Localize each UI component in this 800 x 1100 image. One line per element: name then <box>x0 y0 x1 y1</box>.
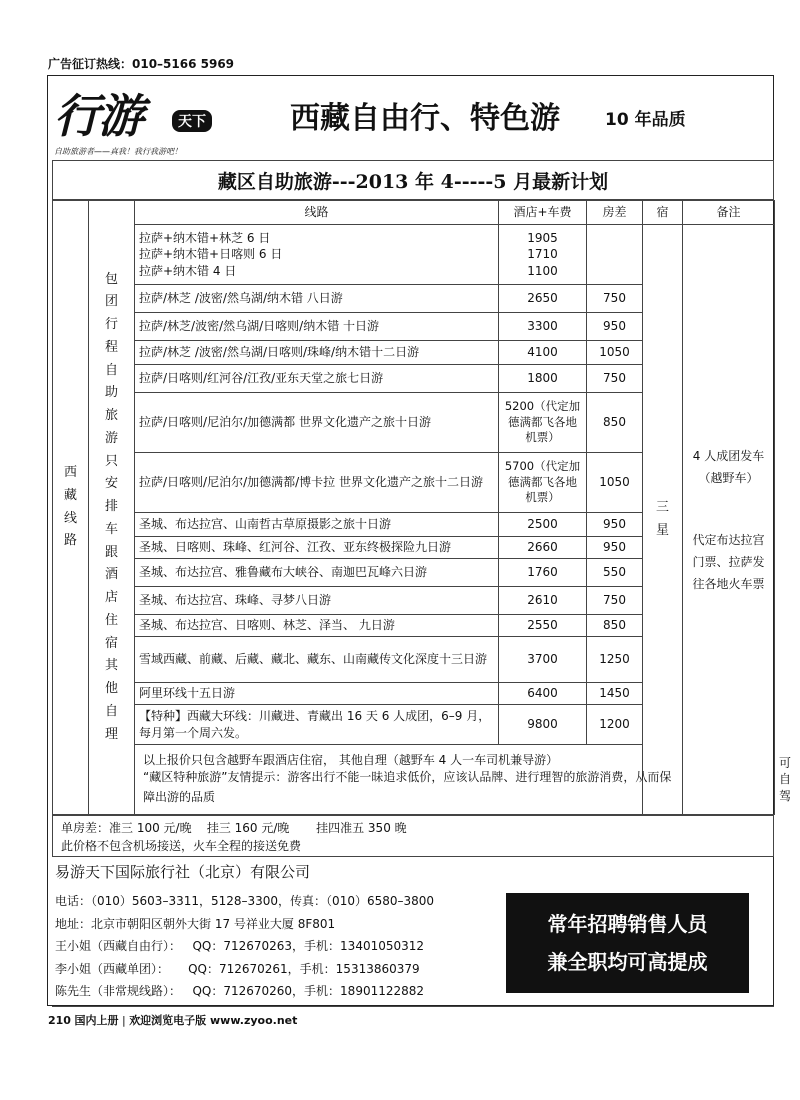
col-header-star: 宿 <box>643 201 683 225</box>
company-name: 易游天下国际旅行社（北京）有限公司 <box>55 863 311 881</box>
service-label: 包团行程自助旅游只安排车跟酒店住宿其他自理 <box>104 271 118 742</box>
plan-title: 藏区自助旅游---2013 年 4-----5 月最新计划 <box>52 160 774 200</box>
diff-cell: 950 <box>587 537 643 559</box>
diff-cell: 1450 <box>587 683 643 705</box>
route-cell: 拉萨/林芝 /波密/然乌湖/日喀则/珠峰/纳木错十二日游 <box>135 341 499 365</box>
route-line: 拉萨+纳木错+日喀则 6 日 <box>139 247 283 262</box>
route-cell: 雪域西藏、前藏、后藏、藏北、藏东、山南藏传文化深度十三日游 <box>135 637 499 683</box>
route-cell: 拉萨/林芝/波密/然乌湖/日喀则/纳木错 十日游 <box>135 313 499 341</box>
diff-cell: 950 <box>587 313 643 341</box>
route-cell: 圣城、日喀则、珠峰、红河谷、江孜、亚东终极探险九日游 <box>135 537 499 559</box>
logo-badge: 天下 <box>172 110 212 132</box>
route-cell: 圣城、布达拉宫、山南哲古草原摄影之旅十日游 <box>135 513 499 537</box>
service-cell <box>89 201 135 815</box>
route-cell: 圣城、布达拉宫、日喀则、林芝、泽当、 九日游 <box>135 615 499 637</box>
notes-row: 以上报价只包含越野车跟酒店住宿， 其他自理（越野车 4 人一车司机兼导游） “藏区特种旅游”友情提示：游客出行不能一昧追求低价，应该认品牌、进行理智的旅游消费，从而保障出游的品质 可自驾 <box>53 745 775 815</box>
remark-tickets: 代定布达拉宫门票、拉萨发往各地火车票 <box>692 532 765 591</box>
ad-hotline: 广告征订热线：010–5166 5969 <box>48 57 235 71</box>
route-cell: 拉萨/林芝 /波密/然乌湖/纳木错 八日游 <box>135 285 499 313</box>
price-cell: 1760 <box>499 559 587 587</box>
notes-line2: “藏区特种旅游”友情提示：游客出行不能一昧追求低价，应该认品牌、进行理智的旅游消费，从而保障出游的品质 <box>143 770 672 804</box>
star-label: 三星 <box>655 499 669 538</box>
price-cell: 5200（代定加德满都飞各地机票） <box>499 393 587 453</box>
diff-cell: 750 <box>587 365 643 393</box>
price-notes-line2: 此价格不包含机场接送，火车全程的接送免费 <box>61 839 302 853</box>
diff-cell: 1200 <box>587 705 643 745</box>
contact-info <box>55 890 434 1003</box>
diff-cell: 750 <box>587 285 643 313</box>
diff-cell: 850 <box>587 393 643 453</box>
route-cell: 拉萨/日喀则/尼泊尔/加德满都 世界文化遗产之旅十日游 <box>135 393 499 453</box>
recruit-line2: 兼全职均可高提成 <box>547 950 708 974</box>
price-cell: 4100 <box>499 341 587 365</box>
col-header-price: 酒店+车费 <box>499 201 587 225</box>
page-number: 210 <box>48 1014 71 1027</box>
recruit-banner <box>506 893 749 993</box>
footer-separator: | <box>121 1014 126 1027</box>
route-cell: 圣城、布达拉宫、雅鲁藏布大峡谷、南迦巴瓦峰六日游 <box>135 559 499 587</box>
footer-section: 国内上册 <box>74 1014 119 1027</box>
diff-cell: 1050 <box>587 453 643 513</box>
footer-divider <box>52 1006 774 1007</box>
route-cell: 阿里环线十五日游 <box>135 683 499 705</box>
contact-address: 地址：北京市朝阳区朝外大街 17 号祥业大厦 8F801 <box>55 916 336 931</box>
contact-person: 陈先生（非常规线路）： QQ：712670260，手机：18901122882 <box>55 984 425 998</box>
logo-slogan: 自助旅游者——真我！我行我游吧！ <box>54 147 182 156</box>
price-line: 1100 <box>527 263 558 278</box>
price-cell: 2650 <box>499 285 587 313</box>
price-cell <box>499 225 587 285</box>
quality-tag: 10 年品质 <box>605 110 686 130</box>
price-cell: 3300 <box>499 313 587 341</box>
price-cell: 2610 <box>499 587 587 615</box>
contact-person: 李小姐（西藏单团）： QQ：712670261，手机：15313860379 <box>55 961 420 976</box>
notes-cell <box>135 745 683 815</box>
brand-logo <box>52 80 227 160</box>
diff-cell: 550 <box>587 559 643 587</box>
price-notes-line1: 单房差：准三 100 元/晚 挂三 160 元/晚 挂四准五 350 晚 <box>61 821 407 835</box>
price-cell: 1800 <box>499 365 587 393</box>
diff-cell: 950 <box>587 513 643 537</box>
price-cell: 2500 <box>499 513 587 537</box>
remark-cell <box>683 225 775 815</box>
contact-person: 王小姐（西藏自由行）： QQ：712670263，手机：13401050312 <box>55 939 425 953</box>
route-cell: 拉萨/日喀则/红河谷/江孜/亚东天堂之旅七日游 <box>135 365 499 393</box>
region-cell <box>53 201 89 815</box>
notes-line1: 以上报价只包含越野车跟酒店住宿， 其他自理（越野车 4 人一车司机兼导游） <box>143 753 559 768</box>
route-cell: 拉萨/日喀则/尼泊尔/加德满都/博卡拉 世界文化遗产之旅十二日游 <box>135 453 499 513</box>
route-cell: 【特种】西藏大环线：川藏进、青藏出 16 天 6 人成团，6–9 月，每月第一个周六发。 <box>135 705 499 745</box>
diff-cell: 850 <box>587 615 643 637</box>
price-cell: 6400 <box>499 683 587 705</box>
contact-phone: 电话：（010）5603–3311，5128–3300，传真：（010）6580–3800 <box>55 894 435 908</box>
remark-group: 4 人成团发车（越野车） <box>692 448 765 485</box>
diff-cell: 750 <box>587 587 643 615</box>
recruit-line1: 常年招聘销售人员 <box>547 912 708 936</box>
headline: 西藏自由行、特色游 <box>290 101 560 136</box>
table-row <box>53 225 775 285</box>
col-header-route: 线路 <box>135 201 499 225</box>
price-cell: 3700 <box>499 637 587 683</box>
col-header-remark: 备注 <box>683 201 775 225</box>
route-line: 拉萨+纳木错+林芝 6 日 <box>139 231 271 246</box>
footer-text: 欢迎浏览电子版 www.zyoo.net <box>129 1014 298 1027</box>
route-cell <box>135 225 499 285</box>
page-footer <box>48 1012 297 1028</box>
logo-brand: 行游 <box>54 89 142 143</box>
route-line: 拉萨+纳木错 4 日 <box>139 263 237 278</box>
routes-table <box>52 200 792 815</box>
price-line: 1710 <box>527 247 558 262</box>
diff-cell <box>587 225 643 285</box>
price-cell: 2550 <box>499 615 587 637</box>
price-cell: 9800 <box>499 705 587 745</box>
col-header-diff: 房差 <box>587 201 643 225</box>
diff-cell: 1050 <box>587 341 643 365</box>
price-notes <box>52 815 774 857</box>
price-cell: 5700（代定加德满都飞各地机票） <box>499 453 587 513</box>
price-cell: 2660 <box>499 537 587 559</box>
region-label: 西藏线路 <box>63 465 77 549</box>
diff-cell: 1250 <box>587 637 643 683</box>
price-line: 1905 <box>527 231 558 246</box>
route-cell: 圣城、布达拉宫、珠峰、寻梦八日游 <box>135 587 499 615</box>
star-cell <box>643 225 683 815</box>
